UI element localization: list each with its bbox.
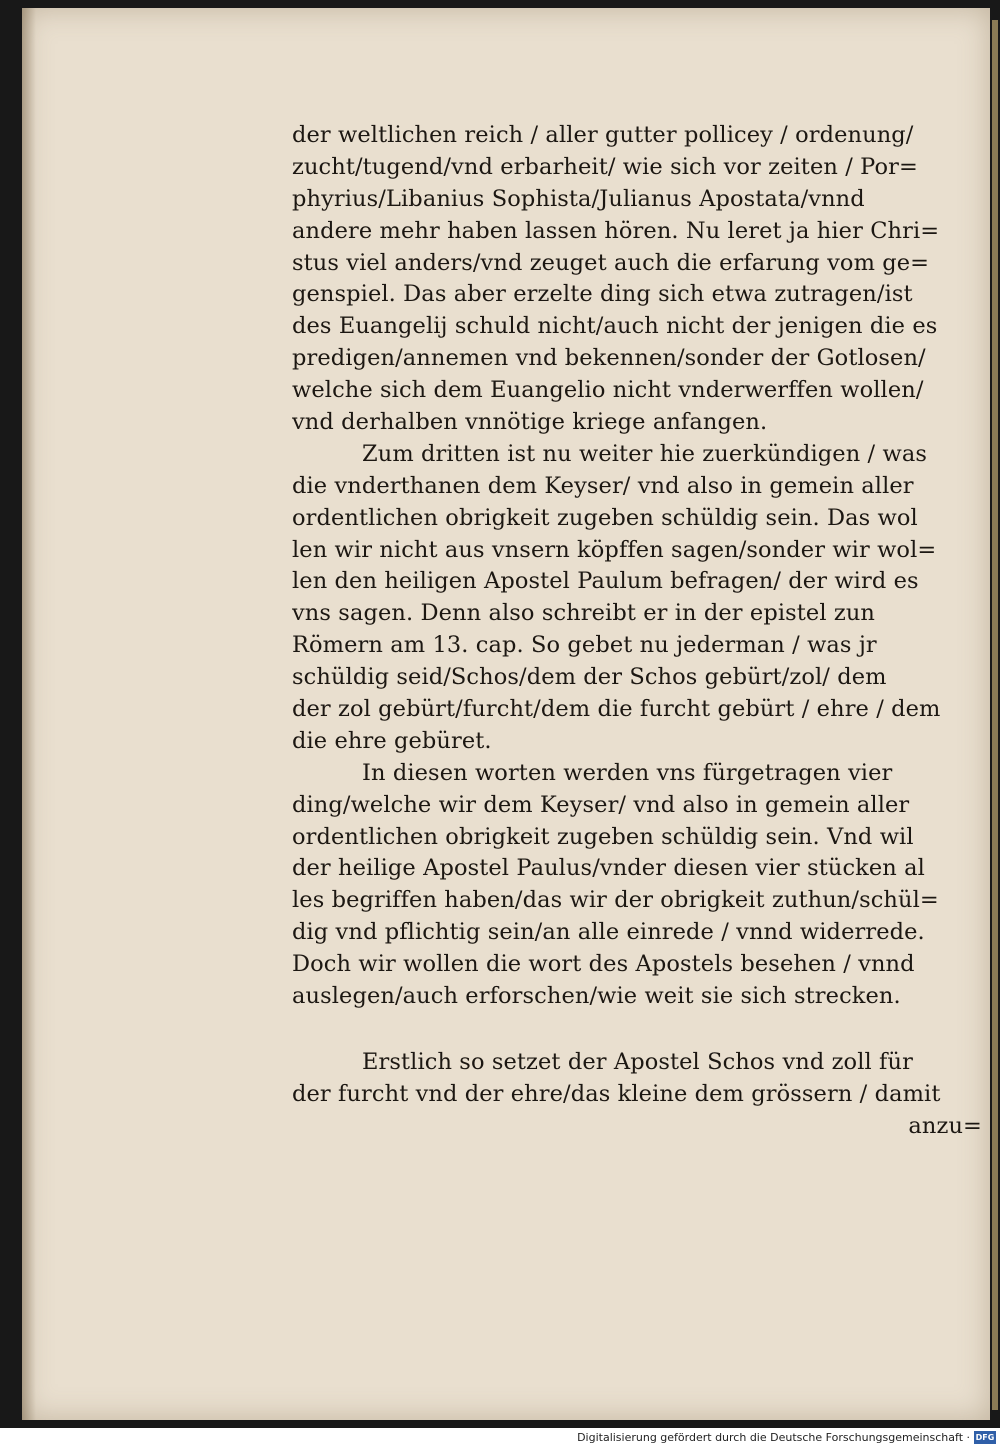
- text-line: der zol gebürt/furcht/dem die furcht gebürt / ehre / dem: [292, 696, 941, 723]
- text-line: les begriffen haben/das wir der obrigkeit zuthun/schül=: [292, 887, 939, 914]
- footer-credit: Digitalisierung gefördert durch die Deutsche Forschungsgemeinschaft ·: [577, 1431, 970, 1444]
- text-line: andere mehr haben lassen hören. Nu leret ja hier Chri=: [292, 217, 940, 244]
- paragraph-gap: [292, 1013, 988, 1047]
- text-line: der furcht vnd der ehre/das kleine dem grössern / damit: [292, 1080, 941, 1107]
- text-line: ordentlichen obrigkeit zugeben schüldig sein. Vnd wil: [292, 823, 914, 850]
- page-edge: [992, 20, 998, 1410]
- text-line: ding/welche wir dem Keyser/ vnd also in gemein aller: [292, 791, 910, 818]
- text-line: Doch wir wollen die wort des Apostels besehen / vnnd: [292, 951, 915, 978]
- page-text: [292, 120, 988, 1143]
- text-line: die ehre gebüret.: [292, 727, 492, 754]
- document-page: [22, 8, 990, 1420]
- text-line: Zum dritten ist nu weiter hie zuerkündigen / was: [362, 440, 928, 467]
- catchword: anzu=: [908, 1112, 982, 1139]
- text-line: vnd derhalben vnnötige kriege anfangen.: [292, 409, 768, 436]
- text-line: der weltlichen reich / aller gutter pollicey / ordenung/: [292, 122, 914, 148]
- text-line: stus viel anders/vnd zeuget auch die erfarung vom ge=: [292, 249, 930, 276]
- text-line: In diesen worten werden vns fürgetragen vier: [362, 759, 893, 786]
- text-line: len wir nicht aus vnsern köpffen sagen/sonder wir wol=: [292, 536, 937, 563]
- text-line: auslegen/auch erforschen/wie weit sie sich strecken.: [292, 983, 901, 1010]
- text-line: die vnderthanen dem Keyser/ vnd also in gemein aller: [292, 472, 914, 499]
- text-line: vns sagen. Denn also schreibt er in der epistel zun: [292, 600, 876, 627]
- footer-bar: [0, 1428, 1000, 1449]
- text-line: len den heiligen Apostel Paulum befragen/ der wird es: [292, 568, 919, 595]
- text-line: Erstlich so setzet der Apostel Schos vnd zoll für: [362, 1048, 913, 1075]
- dfg-logo-icon: DFG: [975, 1433, 995, 1442]
- text-line: phyrius/Libanius Sophista/Julianus Apostata/vnnd: [292, 185, 865, 212]
- text-line: dig vnd pflichtig sein/an alle einrede / vnnd widerrede.: [292, 919, 925, 946]
- text-line: genspiel. Das aber erzelte ding sich etwa zutragen/ist: [292, 281, 913, 308]
- text-line: des Euangelij schuld nicht/auch nicht der jenigen die es: [292, 313, 938, 340]
- text-line: Römern am 13. cap. So gebet nu jederman / was jr: [292, 632, 877, 659]
- text-line: ordentlichen obrigkeit zugeben schüldig sein. Das wol: [292, 504, 918, 531]
- text-line: predigen/annemen vnd bekennen/sonder der Gotlosen/: [292, 345, 926, 372]
- text-line: zucht/tugend/vnd erbarheit/ wie sich vor zeiten / Por=: [292, 153, 918, 180]
- text-line: schüldig seid/Schos/dem der Schos gebürt/zol/ dem: [292, 664, 887, 691]
- text-line: der heilige Apostel Paulus/vnder diesen vier stücken al: [292, 855, 925, 882]
- text-line: welche sich dem Euangelio nicht vnderwerffen wollen/: [292, 377, 924, 404]
